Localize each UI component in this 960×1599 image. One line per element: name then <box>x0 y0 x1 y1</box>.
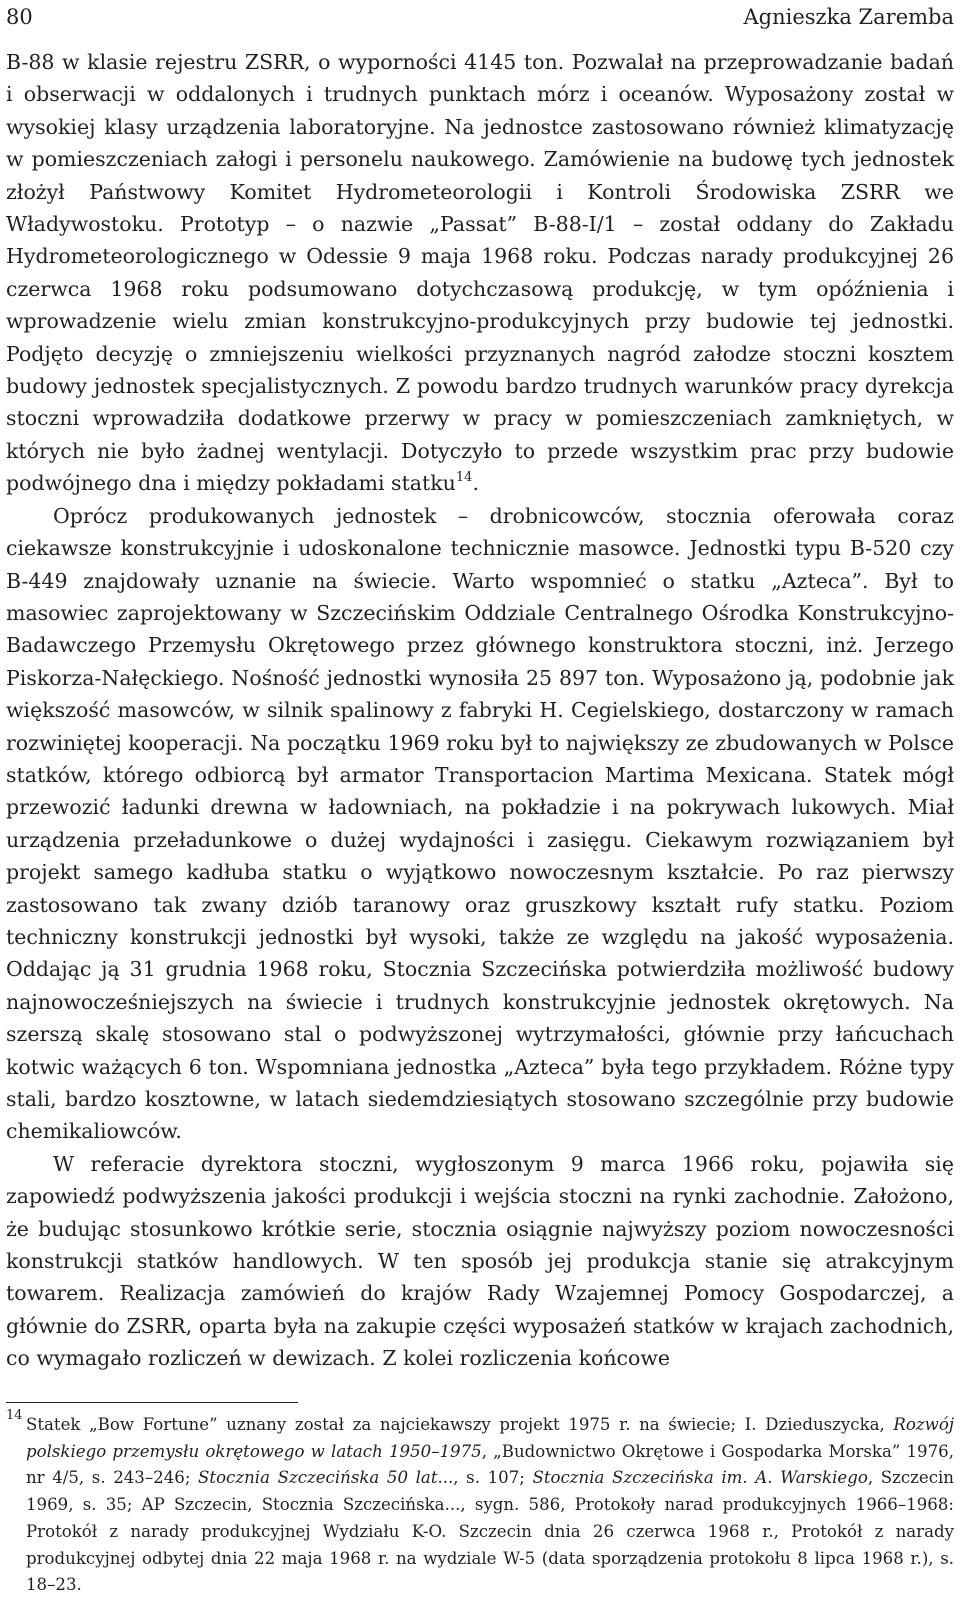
footnote-separator <box>6 1402 298 1403</box>
footnote-reference[interactable]: 14 <box>455 470 473 486</box>
footnote-segment: , Szczecin 1969, s. 35; AP Szczecin, Stocznia Szczecińska..., sygn. 586, Protokoły narad produkcyjnych 1966–1968: Protokół z narady produkcyjnej Wydziału K-O. Szczecin dnia 26 czerwca 1968 r., Protokół z narady produkcyjnej odbytej dnia 22 maja 1968 r. na wydziale W-5 (data sporządzenia protokołu 8 lipca 1968 r.), s. 18–23. <box>26 1468 954 1595</box>
footnote-segment: ..., s. 107; <box>437 1468 533 1488</box>
footnote-segment: , „Budownictwo Okrętowe i Gospodarka Morska” 1976, nr 4/5, s. 243–246; <box>26 1441 954 1488</box>
footnote-title-stocznia-50: Stocznia Szczecińska 50 lat <box>198 1468 438 1488</box>
footnote-title-stocznia-warskiego: Stocznia Szczecińska im. A. Warskiego <box>532 1468 868 1488</box>
paragraph-referat: W referacie dyrektora stoczni, wygłoszonym 9 marca 1966 roku, pojawiła się zapowiedź podwyższenia jakości produkcji i wejścia stoczni na rynki zachodnie. Założono, że budując stosunkowo krótkie serie, stocznia osiągnie najwyższy poziom nowoczesności konstrukcji statków handlowych. W ten sposób jej produkcja stanie się atrakcyjnym towarem. Realizacja zamówień do krajów Rady Wzajemnej Pomocy Gospodarczej, a głównie do ZSRR, oparta była na zakupie części wyposażeń statków w krajach zachodnich, co wymagało rozliczeń w dewizach. Z kolei rozliczenia końcowe <box>6 1151 954 1371</box>
paragraph-text: B-88 w klasie rejestru ZSRR, o wyporności 4145 ton. Pozwalał na przeprowadzanie badań i obserwacji w oddalonych i trudnych punktach mórz i oceanów. Wyposażony został w wysokiej klasy urządzenia laboratoryjne. Na jednostce zastosowano również klimatyzację w pomieszczeniach załogi i personelu naukowego. Zamówienie na budowę tych jednostek złożył Państwowy Komitet Hydrometeorologii i Kontroli Środowiska ZSRR we Władywostoku. Prototyp – o nazwie „Passat” B-88-I/1 – został oddany do Zakładu Hydrometeorologicznego w Odessie 9 maja 1968 roku. Podczas narady produkcyjnej 26 czerwca 1968 roku podsumowano dotychczasową produkcję, w tym opóźnienia i wprowadzenie wielu zmian konstrukcyjno-produkcyjnych przy budowie tej jednostki. Podjęto decyzję o zmniejszeniu wielkości przyznanych nagród załodze stoczni kosztem budowy jednostek specjalistycznych. Z powodu bardzo trudnych warunków pracy dyrekcja stoczni wprowadziła dodatkowe przerwy w pracy w pomieszczeniach zamkniętych, w których nie było żadnej wentylacji. Dotyczyło to przede wszystkim prac przy budowie podwójnego dna i między pokładami statku <box>6 50 954 496</box>
footnote-segment: Statek „Bow Fortune” uznany został za najciekawszy projekt 1975 r. na świecie; I. Dzieduszycka, <box>26 1415 894 1434</box>
running-head-author: Agnieszka Zaremba <box>743 5 954 29</box>
main-text <box>6 46 954 1375</box>
footnote-number: 14 <box>6 1408 23 1423</box>
paragraph-end-punctuation: . <box>472 471 479 496</box>
paragraph-continued <box>6 46 954 500</box>
footnote-title-rozwoj: Rozwój polskiego przemysłu okrętowego w latach 1950–1975 <box>26 1415 954 1461</box>
running-header <box>6 4 954 30</box>
paragraph-azteca: Oprócz produkowanych jednostek – drobnicowców, stocznia oferowała coraz ciekawsze konstrukcyjnie i udoskonalone technicznie masowce. Jednostki typu B-520 czy B-449 znajdowały uznanie na świecie. Warto wspomnieć o statku „Azteca”. Był to masowiec zaprojektowany w Szczecińskim Oddziale Centralnego Ośrodka Konstrukcyjno-Badawczego Przemysłu Okrętowego przez głównego konstruktora stoczni, inż. Jerzego Piskorza-Nałęckiego. Nośność jednostki wynosiła 25 897 ton. Wyposażono ją, podobnie jak większość masowców, w silnik spalinowy z fabryki H. Cegielskiego, dostarczony w ramach rozwiniętej kooperacji. Na początku 1969 roku był to największy ze zbudowanych w Polsce statków, którego odbiorcą był armator Transportacion Martima Mexicana. Statek mógł przewozić ładunki drewna w ładowniach, na pokładzie i na pokrywach lukowych. Miał urządzenia przeładunkowe o dużej wydajności i zasięgu. Ciekawym rozwiązaniem był projekt samego kadłuba statku o wyjątkowo nowoczesnym kształcie. Po raz pierwszy zastosowano tak zwany dziób taranowy oraz gruszkowy kształt rufy statku. Poziom techniczny konstrukcji jednostki był wysoki, także ze względu na jakość wyposażenia. Oddając ją 31 grudnia 1968 roku, Stocznia Szczecińska potwierdziła możliwość budowy najnowocześniejszych na świecie i trudnych konstrukcyjnie jednostek okrętowych. Na szerszą skalę stosowano stal o podwyższonej wytrzymałości, głównie przy łańcuchach kotwic ważących 6 ton. Wspomniana jednostka „Azteca” była tego przykładem. Różne typy stali, bardzo kosztowne, w latach siedemdziesiątych stosowano szczególnie przy budowie chemikaliowców. <box>6 503 954 1144</box>
page-number: 80 <box>6 5 33 29</box>
